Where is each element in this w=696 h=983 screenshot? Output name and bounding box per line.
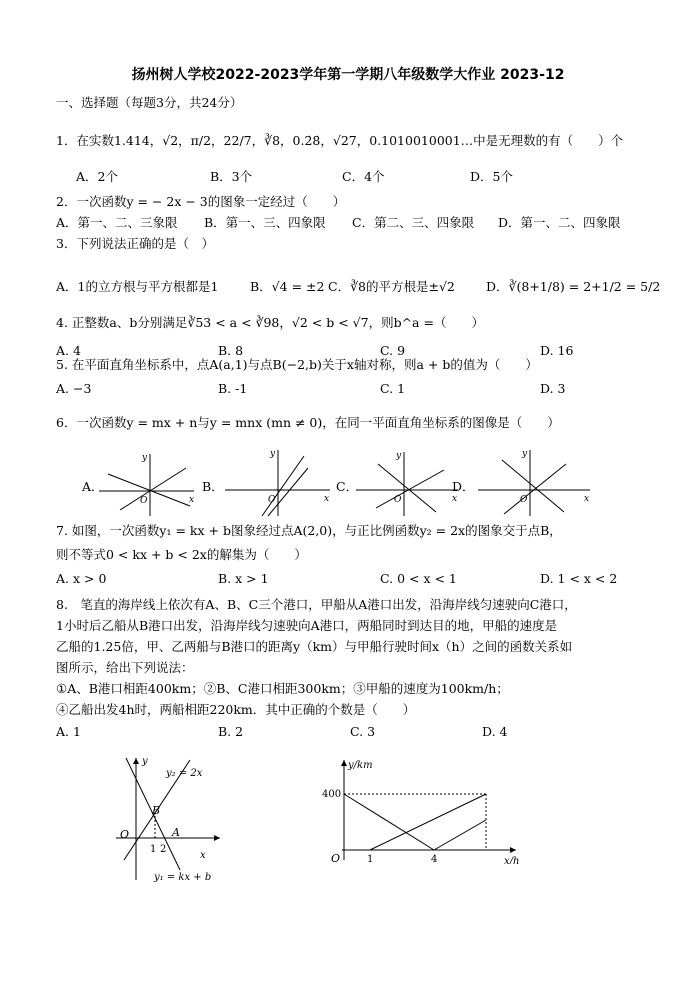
- question-8-line6: ④乙船出发4h时，两船相距220km．其中正确的个数是（ ）: [56, 702, 416, 717]
- q8-option-a: A. 1: [56, 724, 81, 739]
- q8-x-tick-1: 1: [367, 854, 374, 864]
- q4-option-c: C. 9: [380, 343, 406, 358]
- q6d-y-label: y: [522, 449, 528, 459]
- q6b-y-label: y: [270, 449, 276, 459]
- q7-option-a: A. x > 0: [56, 571, 107, 586]
- q6d-origin: O: [520, 495, 528, 505]
- question-8-line5: ①A、B港口相距400km；②B、C港口相距300km；③甲船的速度为100km/h；: [56, 681, 509, 696]
- q2-option-a: A．第一、二、三象限: [56, 215, 178, 230]
- q2-option-c: C．第二、三、四象限: [352, 215, 475, 230]
- q7-option-c: C. 0 < x < 1: [380, 571, 457, 586]
- q1-option-c: C．4个: [342, 169, 385, 184]
- q6d-x-label: x: [584, 494, 590, 504]
- q6b-x-label: x: [324, 494, 330, 504]
- q8-origin: O: [331, 852, 341, 864]
- q8-option-d: D. 4: [482, 724, 508, 739]
- question-6-stem: 6．一次函数y = mx + n与y = mnx (mn ≠ 0)，在同一平面直角坐标系的图像是（ ）: [56, 415, 560, 430]
- q6-graph-c: [352, 448, 462, 518]
- q6-graph-d: [474, 446, 594, 518]
- q6a-origin: O: [140, 496, 148, 506]
- q5-option-b: B. -1: [218, 381, 248, 396]
- q6-graph-b: [222, 446, 332, 518]
- q4-option-b: B. 8: [218, 343, 244, 358]
- q4-option-d: D. 16: [540, 343, 574, 358]
- q6-option-b: B．: [202, 479, 224, 494]
- q6-option-a: A．: [82, 479, 104, 494]
- q3-option-d: D．∛(8+1/8) = 2+1/2 = 5/2: [486, 279, 661, 294]
- q8-x-tick-4: 4: [431, 854, 438, 864]
- q3-option-c: C．∛8的平方根是±√2: [328, 279, 455, 294]
- q6-option-c: C．: [336, 479, 359, 494]
- q7-tick-2: 2: [160, 844, 167, 855]
- q1-option-a: A．2个: [76, 169, 118, 184]
- q8-option-b: B. 2: [218, 724, 244, 739]
- q6a-x-label: x: [189, 495, 195, 505]
- question-8-line4: 图所示，给出下列说法：: [56, 660, 194, 675]
- q3-option-a: A．1的立方根与平方根都是1: [56, 279, 219, 294]
- q7-option-b: B. x > 1: [218, 571, 269, 586]
- q7-option-d: D. 1 < x < 2: [540, 571, 618, 586]
- q4-option-a: A. 4: [56, 343, 81, 358]
- question-8-line3: 乙船的1.25倍，甲、乙两船与B港口的距离y（km）与甲船行驶时间x（h）之间的函数关系如: [56, 639, 573, 654]
- q8-y-label: y/km: [348, 760, 373, 771]
- question-1-stem: 1．在实数1.414，√2，π/2，22/7，∛8，0.2̇8̇，√27，0.1010010001…中是无理数的有（ ）个: [56, 133, 624, 148]
- q2-option-d: D．第一、二、四象限: [498, 215, 621, 230]
- q1-option-b: B．3个: [210, 169, 253, 184]
- q7-y-label: y: [142, 756, 148, 767]
- q3-option-b: B．√4 = ±2: [250, 279, 325, 294]
- q2-option-b: B．第一、三、四象限: [204, 215, 326, 230]
- question-8-line1: 8. 笔直的海岸线上依次有A、B、C三个港口，甲船从A港口出发，沿海岸线匀速驶向C港口，: [56, 597, 577, 612]
- q7-x-label: x: [200, 850, 206, 861]
- q8-y-tick-400: 400: [322, 789, 342, 800]
- section-heading: 一、选择题（每题3分，共24分）: [56, 95, 243, 110]
- question-4-stem: 4. 正整数a、b分别满足∛53 < a < ∛98，√2 < b < √7，则b^a =（ ）: [56, 315, 484, 330]
- q6b-origin: O: [268, 495, 276, 505]
- question-7-stem-line1: 7. 如图，一次函数y₁ = kx + b图象经过点A(2,0)，与正比例函数y₂ = 2x的图象交于点B，: [56, 523, 562, 538]
- q7-y1-label: y₁ = kx + b: [154, 872, 212, 883]
- q7-point-a: A: [172, 826, 180, 839]
- question-5-stem: 5. 在平面直角坐标系中，点A(a,1)与点B(−2,b)关于x轴对称，则a + b的值为（ ）: [56, 357, 538, 372]
- question-3-stem: 3．下列说法正确的是（ ）: [56, 236, 214, 251]
- q7-origin: O: [120, 828, 130, 841]
- q6c-y-label: y: [396, 451, 402, 461]
- q8-figure: [318, 756, 528, 864]
- question-7-stem-line2: 则不等式0 < kx + b < 2x的解集为（ ）: [56, 547, 307, 562]
- q8-x-label: x/h: [504, 856, 520, 864]
- q5-option-c: C. 1: [380, 381, 406, 396]
- question-8-line2: 1小时后乙船从B港口出发，沿海岸线匀速驶向A港口，两船同时到达目的地，甲船的速度是: [56, 618, 558, 633]
- q7-y2-label: y₂ = 2x: [166, 768, 203, 779]
- q6-graph-a: [94, 448, 204, 518]
- q1-option-d: D．5个: [470, 169, 513, 184]
- q7-point-b: B: [152, 804, 161, 817]
- q6c-origin: O: [394, 495, 402, 505]
- q7-tick-1: 1: [150, 844, 157, 855]
- q5-option-d: D. 3: [540, 381, 566, 396]
- page-title: 扬州树人学校2022-2023学年第一学期八年级数学大作业 2023-12: [131, 67, 565, 83]
- q6a-y-label: y: [142, 453, 148, 463]
- q6-option-d: D．: [452, 479, 475, 494]
- q8-option-c: C. 3: [350, 724, 376, 739]
- q7-figure: [108, 752, 228, 887]
- q5-option-a: A. −3: [56, 381, 92, 396]
- q6c-x-label: x: [452, 494, 458, 504]
- question-2-stem: 2．一次函数y = − 2x − 3的图象一定经过（ ）: [56, 194, 346, 209]
